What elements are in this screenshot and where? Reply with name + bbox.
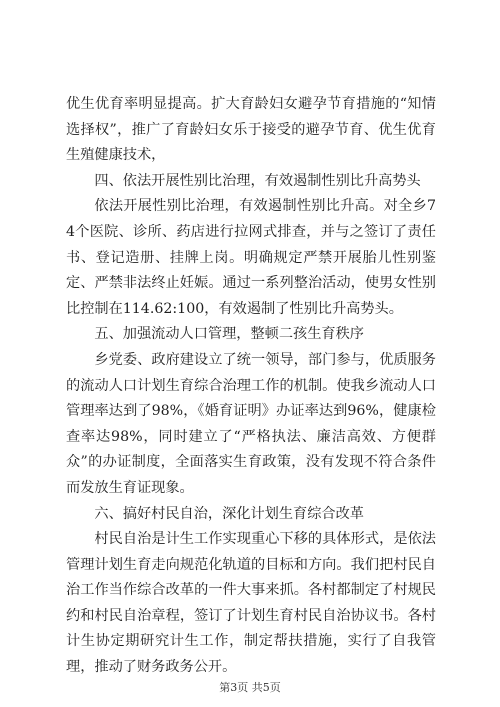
page-number-label: 第3页 共5页 [219, 681, 281, 694]
page-footer [0, 681, 500, 695]
body-paragraph: 依法开展性别比治理，有效遏制性别比升高。对全乡74个医院、诊所、药店进行拉网式排查，并与之签订了责任书、登记造册、挂牌上岗。明确规定严禁开展胎儿性别鉴定、严禁非法终止妊娠。通过一系列整治活动，使男女性别比控制在114.62:100，有效遏制了性别比升高势头。 [66, 198, 436, 317]
body-paragraph: 村民自治是计生工作实现重心下移的具体形式，是依法管理计划生育走向规范化轨道的目标和方向。我们把村民自治工作当作综合改革的一件大事来抓。各村都制定了村规民约和村民自治章程，签订了计划生育村民自治协议书。各村计生协定期研究计生工作，制定帮扶措施，实行了自我管理，推动了财务政务公开。 [66, 531, 436, 676]
body-paragraph: 优生优育率明显提高。扩大育龄妇女避孕节育措施的“知情选择权”，推广了育龄妇女乐于接受的避孕节育、优生优育生殖健康技术， [66, 96, 436, 164]
body-paragraph: 乡党委、政府建设立了统一领导，部门参与，优质服务的流动人口计划生育综合治理工作的机制。使我乡流动人口管理率达到了98%，《婚育证明》办证率达到96%，健康检查率达98%，同时建立了“严格执法、廉洁高效、方便群众”的办证制度，全面落实生育政策，没有发现不符合条件而发放生育证现象。 [66, 351, 436, 496]
section-heading: 六、搞好村民自治，深化计划生育综合改革 [94, 505, 364, 522]
section-heading: 四、依法开展性别比治理，有效遏制性别比升高势头 [94, 172, 421, 189]
section-heading: 五、加强流动人口管理，整顿二孩生育秩序 [94, 326, 364, 343]
document-body [66, 92, 436, 681]
